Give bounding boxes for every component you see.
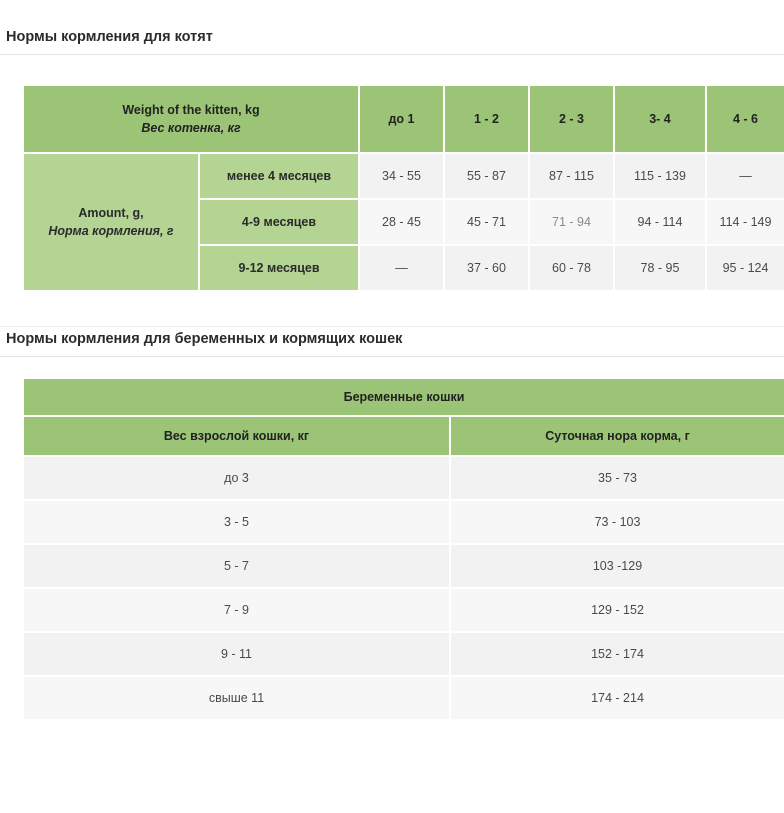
section-gap [0, 292, 784, 310]
cell-r1c2: 71 - 94 [529, 199, 614, 245]
weight-header-en: Weight of the kitten, kg [122, 102, 260, 117]
table-header-row [23, 416, 784, 456]
table-row [23, 456, 784, 500]
age-group-1: 4-9 месяцев [199, 199, 359, 245]
pregnant-weight-2: 5 - 7 [23, 544, 450, 588]
pregnant-column-header-1: Суточная нора корма, г [450, 416, 784, 456]
weight-header-ru: Вес котенка, кг [141, 121, 241, 135]
table-row [23, 588, 784, 632]
table-title-row [23, 378, 784, 416]
pregnant-table-title: Беременные кошки [23, 378, 784, 416]
pregnant-weight-0: до 3 [23, 456, 450, 500]
amount-label-en: Amount, g, [78, 205, 144, 220]
age-group-2: 9-12 месяцев [199, 245, 359, 291]
column-header-4: 4 - 6 [706, 85, 784, 153]
pregnant-section-heading: Нормы кормления для беременных и кормящих кошек [0, 331, 784, 357]
amount-label-ru: Норма кормления, г [48, 224, 174, 238]
pregnant-amount-0: 35 - 73 [450, 456, 784, 500]
cell-r2c4: 95 - 124 [706, 245, 784, 291]
document-page [0, 29, 784, 813]
kitten-feeding-table [22, 84, 784, 292]
table-row [23, 153, 784, 199]
table-row [23, 632, 784, 676]
cell-r2c0: — [359, 245, 444, 291]
table-row [23, 676, 784, 720]
amount-label-cell [23, 153, 199, 291]
kitten-table-wrap [0, 55, 784, 292]
cell-r2c2: 60 - 78 [529, 245, 614, 291]
cell-r1c0: 28 - 45 [359, 199, 444, 245]
kitten-section-heading: Нормы кормления для котят [0, 29, 784, 55]
column-header-1: 1 - 2 [444, 85, 529, 153]
age-group-0: менее 4 месяцев [199, 153, 359, 199]
pregnant-weight-4: 9 - 11 [23, 632, 450, 676]
pregnant-table-wrap [0, 357, 784, 721]
pregnant-amount-3: 129 - 152 [450, 588, 784, 632]
cell-r0c2: 87 - 115 [529, 153, 614, 199]
cell-r2c1: 37 - 60 [444, 245, 529, 291]
cell-r1c1: 45 - 71 [444, 199, 529, 245]
pregnant-amount-2: 103 -129 [450, 544, 784, 588]
pregnant-weight-1: 3 - 5 [23, 500, 450, 544]
table-header-row [23, 85, 784, 153]
weight-header-cell [23, 85, 359, 153]
column-header-3: 3- 4 [614, 85, 706, 153]
pregnant-weight-5: свыше 11 [23, 676, 450, 720]
pregnant-amount-4: 152 - 174 [450, 632, 784, 676]
cell-r0c1: 55 - 87 [444, 153, 529, 199]
cell-r0c0: 34 - 55 [359, 153, 444, 199]
pregnant-amount-1: 73 - 103 [450, 500, 784, 544]
cell-r1c4: 114 - 149 [706, 199, 784, 245]
pregnant-amount-5: 174 - 214 [450, 676, 784, 720]
pregnant-weight-3: 7 - 9 [23, 588, 450, 632]
column-header-2: 2 - 3 [529, 85, 614, 153]
cell-r1c3: 94 - 114 [614, 199, 706, 245]
table-row [23, 500, 784, 544]
column-header-0: до 1 [359, 85, 444, 153]
table-row [23, 544, 784, 588]
cell-r0c3: 115 - 139 [614, 153, 706, 199]
pregnant-feeding-table [22, 377, 784, 721]
pregnant-column-header-0: Вес взрослой кошки, кг [23, 416, 450, 456]
cell-r0c4: — [706, 153, 784, 199]
cell-r2c3: 78 - 95 [614, 245, 706, 291]
